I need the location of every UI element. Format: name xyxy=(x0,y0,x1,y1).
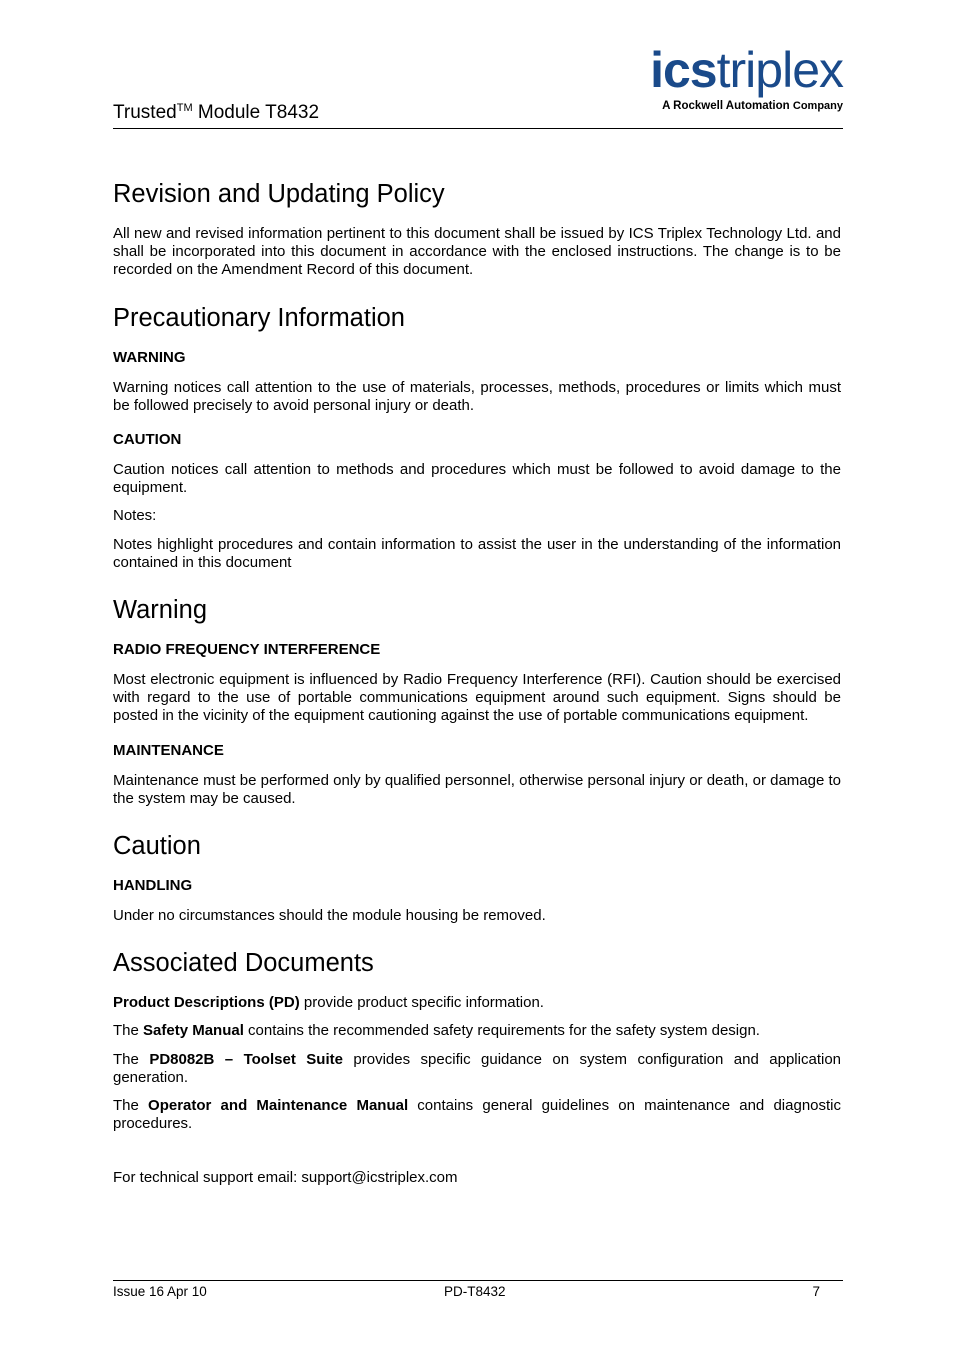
paragraph: Notes highlight procedures and contain information to assist the user in the understanding of the information contained in this document xyxy=(113,535,841,571)
notes-label: Notes: xyxy=(113,507,157,525)
trademark-superscript: TM xyxy=(176,102,193,114)
paragraph: Caution notices call attention to methods and procedures which must be followed to avoid damage to the equipment. xyxy=(113,461,841,497)
support-email-line: For technical support email: support@icstriplex.com xyxy=(113,1169,458,1187)
footer-doc-id: PD-T8432 xyxy=(444,1284,506,1299)
section-heading: Revision and Updating Policy xyxy=(113,180,445,208)
paragraph-pd: Product Descriptions (PD) provide product specific information. xyxy=(113,994,544,1012)
footer-issue: Issue 16 Apr 10 xyxy=(113,1284,207,1299)
paragraph: All new and revised information pertinent to this document shall be issued by ICS Triplex Technology Ltd. and shall be incorporated into this document in accordance with the enclosed instructions. The change is to be recorded on the Amendment Record of this document. xyxy=(113,225,841,279)
logo-tagline: A Rockwell Automation Company xyxy=(662,100,843,112)
footer-page-number: 7 xyxy=(812,1284,820,1299)
subheading-maintenance: MAINTENANCE xyxy=(113,741,224,759)
document-title: Trusted™ Module T8432 xyxy=(113,102,320,123)
subheading-caution: CAUTION xyxy=(113,431,182,449)
paragraph-om-manual: The Operator and Maintenance Manual contains general guidelines on maintenance and diagnostic procedures. xyxy=(113,1097,842,1133)
paragraph: Maintenance must be performed only by qualified personnel, otherwise personal injury or death, or damage to the system may be caused. xyxy=(113,771,841,807)
section-warning xyxy=(113,594,841,808)
page-content xyxy=(113,178,841,1210)
company-logo xyxy=(613,44,843,112)
subheading-rfi: RADIO FREQUENCY INTERFERENCE xyxy=(113,641,381,659)
section-heading: Precautionary Information xyxy=(113,303,405,332)
section-heading: Associated Documents xyxy=(113,949,374,978)
section-heading: Caution xyxy=(113,832,201,861)
section-caution xyxy=(113,830,841,925)
logo-wordmark: icstriplex xyxy=(650,42,843,98)
paragraph-safety-manual: The Safety Manual contains the recommended safety requirements for the safety system design. xyxy=(113,1022,760,1040)
subheading-handling: HANDLING xyxy=(113,877,193,895)
section-precautionary xyxy=(113,302,841,572)
paragraph: Under no circumstances should the module housing be removed. xyxy=(113,907,546,925)
section-heading: Warning xyxy=(113,596,208,625)
paragraph: Warning notices call attention to the use of materials, processes, methods, procedures or limits which must be followed precisely to avoid personal injury or death. xyxy=(113,378,841,414)
paragraph-toolset: The PD8082B – Toolset Suite provides specific guidance on system configuration and application generation. xyxy=(113,1050,842,1086)
page-footer xyxy=(113,1280,843,1304)
section-associated-documents xyxy=(113,947,841,1187)
section-revision xyxy=(113,178,841,280)
page-header xyxy=(113,40,843,129)
paragraph: Most electronic equipment is influenced by Radio Frequency Interference (RFI). Caution should be exercised with regard to the use of portable communications equipment around such equipment. Signs should be posted in the vicinity of the equipment cautioning against the use of portable communications equipment. xyxy=(113,671,841,725)
subheading-warning: WARNING xyxy=(113,348,186,366)
